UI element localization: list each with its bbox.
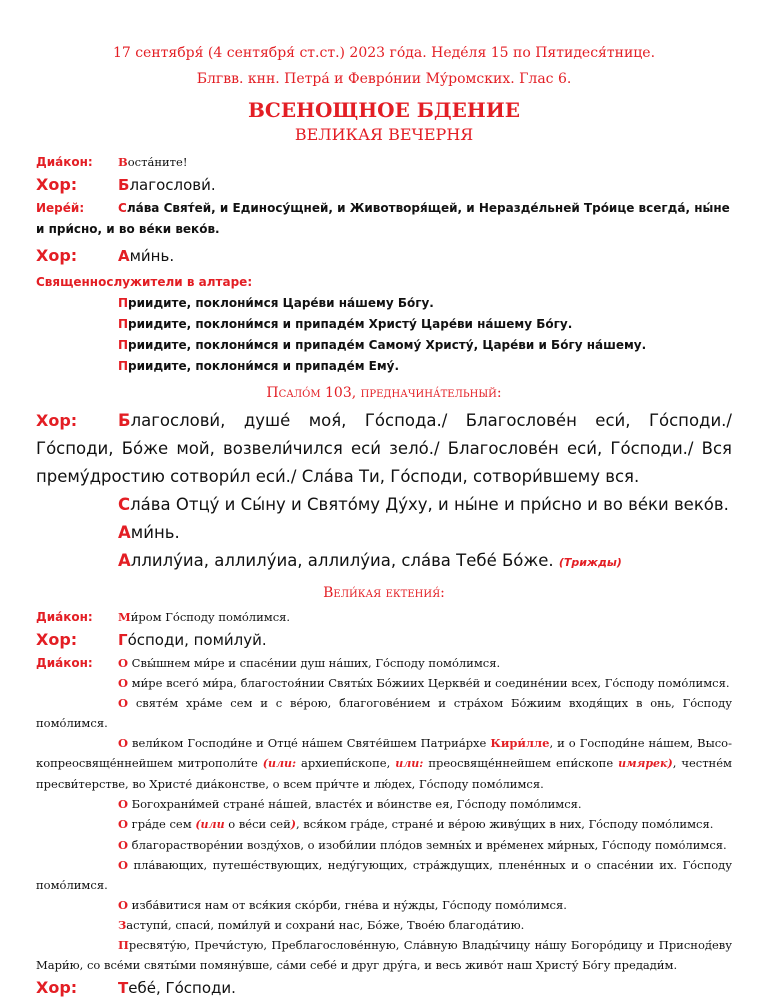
- role-choir: Хор:: [36, 411, 78, 430]
- come-line: Приидите, поклони́мся Царе́ви на́шему Бо́гу.: [118, 296, 434, 310]
- role-choir: Хор:: [36, 246, 78, 265]
- petition: О пла́вающих, путеше́ствующих, неду́гующих, стра́ждущих, плене́нных и о спасе́нии их. Го́споду помо́лимся.: [36, 858, 732, 892]
- deacon-line: [36, 607, 732, 627]
- come-line: Приидите, поклони́мся и припаде́м Ему́.: [118, 359, 400, 373]
- petition: О изба́витися нам от вся́кия ско́рби, гне́ва и ну́жды, Го́споду помо́лимся.: [118, 898, 567, 912]
- petition: Заступи́, спаси́, поми́луй и сохрани́ нас, Бо́же, Твое́ю благода́тию.: [118, 918, 525, 932]
- page-title: ВСЕНОЩНОЕ БДЕНИЕ: [248, 98, 520, 122]
- line-text: Воста́ните!: [118, 155, 188, 169]
- psalm-alleluia: Аллилу́иа, аллилу́иа, аллилу́иа, сла́ва Тебе́ Бо́же. (Трижды): [118, 551, 622, 570]
- line-text: Ами́нь.: [118, 247, 175, 265]
- petition: О Богохрани́мей стране́ на́шей, власте́х и во́инстве ея, Го́споду помо́лимся.: [118, 797, 582, 811]
- come-lines: [36, 293, 732, 377]
- choir-line: [36, 975, 732, 1001]
- role-deacon: Диа́кон:: [36, 610, 93, 624]
- choir-line: [36, 627, 732, 653]
- line-text: О Свы́шнем ми́ре и спасе́нии душ на́ших, Го́споду помо́лимся.: [118, 656, 501, 670]
- choir-line: [36, 243, 732, 269]
- line-text: Благослови́.: [118, 176, 216, 194]
- petition: О благораствоpе́нии возду́хов, о изоби́лии пло́дов земны́х и вре́менех ми́рных, Го́споду помо́лимся.: [118, 838, 727, 852]
- feast-line: Блгвв. кнн. Петра́ и Февро́нии Му́ромских. Глас 6.: [196, 71, 572, 87]
- petition: О гра́де сем (или о ве́си сей), вся́ком гра́де, стране́ и ве́рою живу́щих в них, Го́споду помо́лимся.: [118, 817, 714, 831]
- thrice-note: (Трижды): [558, 556, 622, 569]
- role-deacon: Диа́кон:: [36, 656, 93, 670]
- petition: О ми́ре всего́ ми́ра, благостоя́нии Святы́х Бо́жиих Церкве́й и соедине́нии всех, Го́споду помо́лимся.: [118, 676, 730, 690]
- psalm-text: Хор: Благослови́, душе́ моя́, Го́спода./ Благослове́н еси́, Го́споди./ Го́споди, Бо́же мой, возвели́чился еси́ зело́./ Благослове́н еси́, Го́споди./ Вся прему́дростию сотвори́л еси́./ Сла́ва Ти, Го́споди, сотвори́вшему вся.: [36, 407, 732, 491]
- petition: О святе́м хра́ме сем и с ве́рою, благогове́нием и стра́хом Бо́жиим входя́щих в онь, Го́споду помо́лимся.: [36, 696, 732, 730]
- choir-line: [36, 172, 732, 198]
- role-choir: Хор:: [36, 978, 78, 997]
- deacon-line: [36, 653, 732, 673]
- role-deacon: Диа́кон:: [36, 155, 93, 169]
- role-priest: Иере́й:: [36, 201, 85, 215]
- come-line: Приидите, поклони́мся и припаде́м Христу́ Царе́ви на́шему Бо́гу.: [118, 317, 573, 331]
- psalm-heading: Псало́м 103, предначина́тельный:: [266, 385, 502, 401]
- line-text: Го́споди, поми́луй.: [118, 631, 267, 649]
- priest-line: Иере́й: Сла́ва Свят́ей, и Единосу́щней, и Животворя́щей, и Неразде́льней Тро́ице всегда́, ны́не и при́сно, и во ве́ки веко́в.: [36, 198, 732, 240]
- date-line: 17 сентября́ (4 сентября́ ст.ст.) 2023 го́да. Неде́ля 15 по Пятидеся́тнице.: [112, 45, 656, 61]
- line-text: Ми́ром Го́споду помо́лимся.: [118, 610, 291, 624]
- role-choir: Хор:: [36, 630, 78, 649]
- psalm-glory: Сла́ва Отцу́ и Сы́ну и Свято́му Ду́ху, и ны́не и при́сно и во ве́ки веко́в. Ами́нь.: [118, 495, 729, 542]
- litany-heading: Вели́кая ектения́:: [323, 585, 445, 601]
- deacon-line: [36, 152, 732, 172]
- line-text: Тебе́, Го́споди.: [118, 979, 236, 997]
- petition: О вели́ком Господи́не и Отце́ на́шем Святе́йшем Патриа́рхе Кири́лле, и о Господи́не на́шем, Высокопреосвяще́ннейшем митрополи́те (или: архиепи́скопе, или: преосвяще́ннейшем епи́скопе имярек), честне́м пресви́терстве, во Христе́ диа́констве, о всем при́чте и лю́дех, Го́споду помо́лимся.: [36, 736, 732, 791]
- petition: Пресвяту́ю, Пречи́стую, Преблагослове́нную, Сла́вную Влады́чицу на́шу Богоро́дицу и Приснод́еву Мари́ю, со все́ми святы́ми помяну́вше, са́ми себе́ и друг дру́га, и весь живо́т наш Христу́ Бо́гу предади́м.: [36, 938, 732, 972]
- page-subtitle: ВЕЛИКАЯ ВЕЧЕРНЯ: [294, 125, 474, 144]
- role-choir: Хор:: [36, 175, 78, 194]
- come-line: Приидите, поклони́мся и припаде́м Самому́ Христу́, Царе́ви и Бо́гу на́шему.: [118, 338, 647, 352]
- clergy-heading: Священнослужители в алтаре:: [36, 275, 253, 289]
